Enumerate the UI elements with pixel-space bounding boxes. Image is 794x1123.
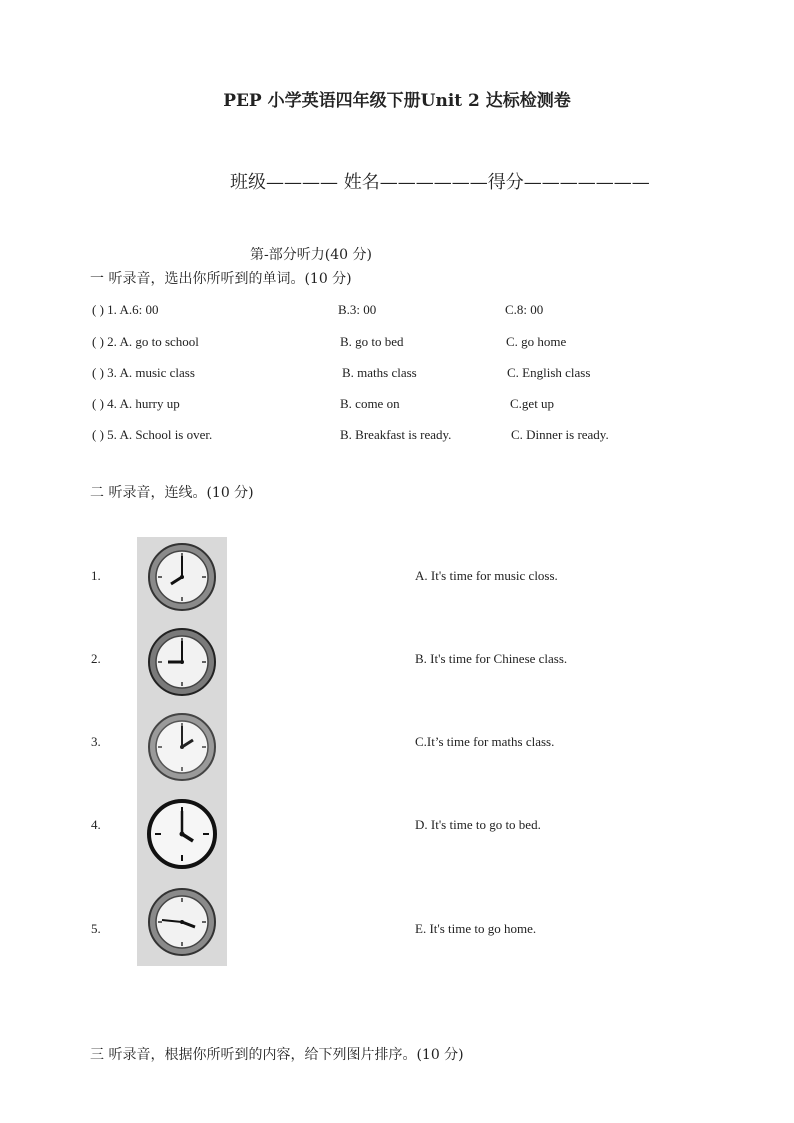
question-5-a: ( ) 5. A. School is over. [92, 427, 213, 442]
section2-heading: 二 听录音，连线。(10 分) [90, 485, 254, 501]
question-4-a: ( ) 4. A. hurry up [92, 396, 180, 411]
section3-heading: 三 听录音，根据你所听到的内容，给下列图片排序。(10 分) [90, 1047, 464, 1063]
student-info-line: 班级———— 姓名——————得分——————— [230, 172, 650, 193]
match-option-c: C.It’s time for maths class. [415, 734, 555, 749]
question-4-c: C.get up [510, 396, 555, 411]
question-2-a: ( ) 2. A. go to school [92, 334, 199, 349]
question-1-c: C.8: 00 [505, 302, 544, 317]
clock-icon-quarter-to-four [147, 887, 217, 957]
clock-icon-4-oclock [147, 799, 217, 869]
clock-icon-9-oclock [147, 627, 217, 697]
clock-icon-8-oclock [147, 542, 217, 612]
question-5-c: C. Dinner is ready. [511, 427, 609, 442]
question-2-b: B. go to bed [340, 334, 404, 349]
question-3-c: C. English class [507, 365, 591, 380]
match-option-b: B. It's time for Chinese class. [415, 651, 568, 666]
question-4-b: B. come on [340, 396, 400, 411]
match-option-e: E. It's time to go home. [415, 921, 537, 936]
clock-image-strip [137, 537, 227, 966]
question-3-a: ( ) 3. A. music class [92, 365, 195, 380]
match-number-4: 4. [91, 817, 101, 832]
page-title: PEP 小学英语四年级下册Unit 2 达标检测卷 [223, 91, 571, 111]
question-1-a: ( ) 1. A.6: 00 [92, 302, 159, 317]
match-option-a: A. It's time for music closs. [415, 568, 558, 583]
clock-icon-2-oclock [147, 712, 217, 782]
question-1-b: B.3: 00 [338, 302, 377, 317]
match-number-5: 5. [91, 921, 101, 936]
question-3-b: B. maths class [342, 365, 417, 380]
match-option-d: D. It's time to go to bed. [415, 817, 541, 832]
match-number-3: 3. [91, 734, 101, 749]
question-2-c: C. go home [506, 334, 567, 349]
match-number-2: 2. [91, 651, 101, 666]
section1-heading: 一 听录音，选出你所听到的单词。(10 分) [90, 271, 352, 287]
match-number-1: 1. [91, 568, 101, 583]
question-5-b: B. Breakfast is ready. [340, 427, 452, 442]
part-one-heading: 第-部分听力(40 分) [250, 247, 372, 263]
